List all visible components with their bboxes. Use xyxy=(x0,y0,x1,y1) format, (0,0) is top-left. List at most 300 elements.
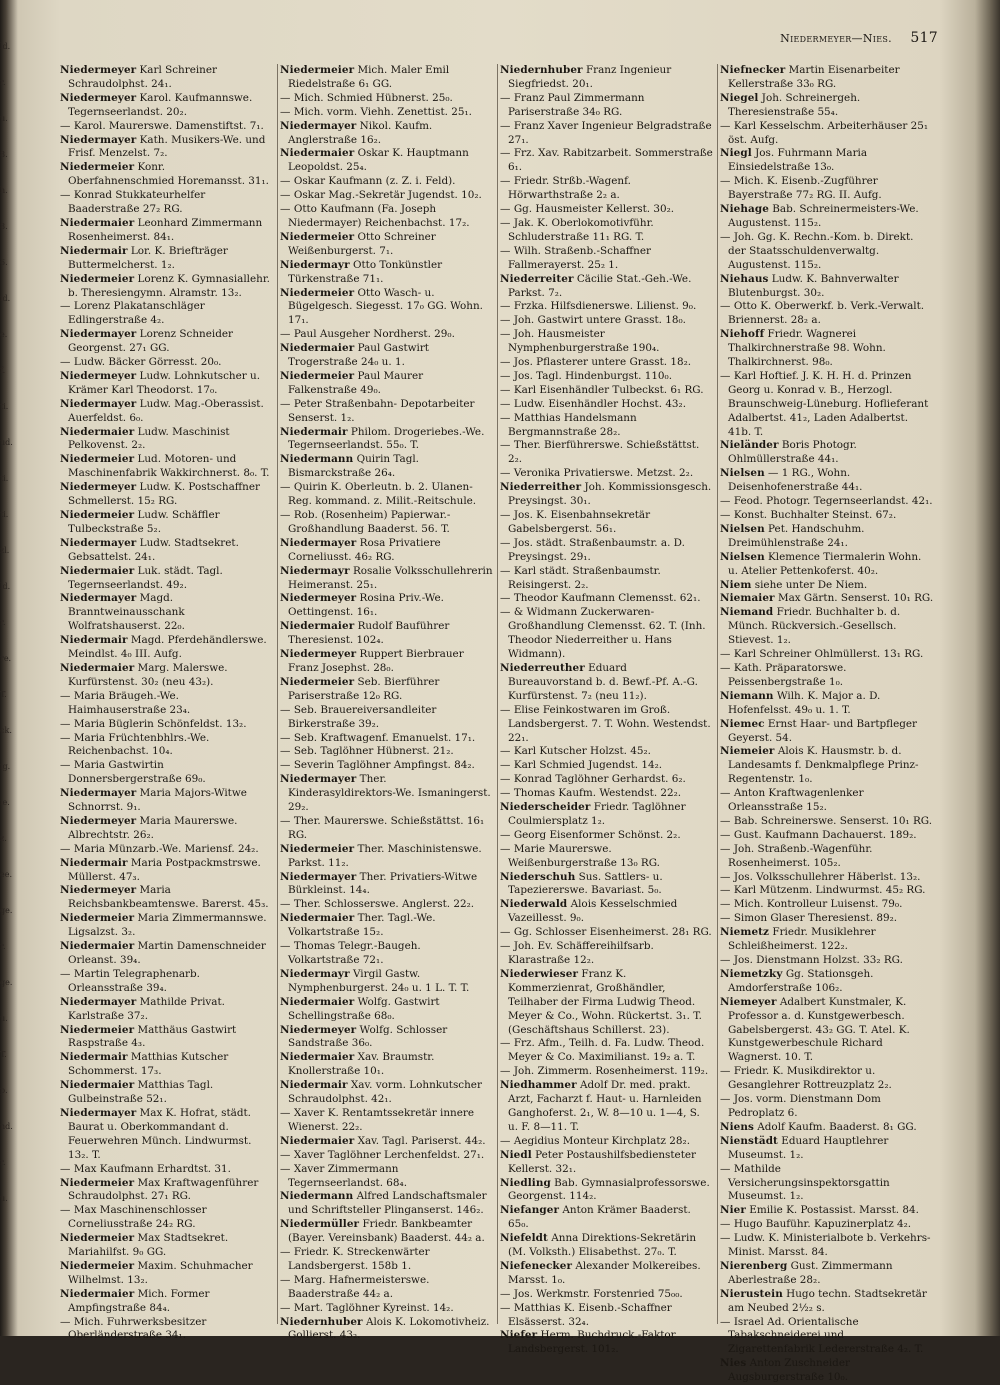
directory-entry xyxy=(500,968,713,1038)
entry-details: Mich. vorm. Viehh. Zenettist. 25₁. xyxy=(293,105,472,118)
directory-entry xyxy=(280,1163,493,1191)
directory-entry xyxy=(60,592,273,634)
entry-details: Maria Gastwirtin Donnersbergerstraße 69₀. xyxy=(68,759,206,786)
margin-fragment: 8. xyxy=(0,222,8,231)
entry-details: Anton Zuschneider Augsburgerstraße 10₀. xyxy=(728,1357,850,1384)
entry-surname: — xyxy=(280,175,291,188)
entry-surname: — xyxy=(720,1218,731,1231)
directory-entry xyxy=(720,968,934,996)
entry-surname: Nielsen xyxy=(720,467,765,480)
entry-details: Ludw. Maschinist Pelkovenst. 2₂. xyxy=(68,425,230,452)
directory-entry xyxy=(500,92,713,120)
entry-surname: — xyxy=(720,842,731,855)
entry-surname: Niedermaier xyxy=(60,216,135,229)
entry-details: Karl Hoftief. J. K. H. H. d. Prinzen Georg u. Konrad v. B., Herzogl. Braunschweig-Lüneburg. Hoflieferant Adalbertst. 41₂, Laden Adalbertst. 41b. T. xyxy=(728,369,929,438)
margin-fragment: 6. xyxy=(0,258,8,267)
entry-surname: — xyxy=(720,495,731,508)
entry-surname: — xyxy=(500,439,511,452)
directory-entry xyxy=(500,300,713,314)
entry-details: Gg. Hausmeister Kellerst. 30₂. xyxy=(513,203,675,216)
directory-entry xyxy=(720,1357,934,1385)
directory-entry xyxy=(720,1065,934,1093)
entry-surname: — xyxy=(500,369,511,382)
entry-surname: — xyxy=(500,842,511,855)
entry-details: Otto Tonkünstler Türkenstraße 71₁. xyxy=(288,258,443,285)
directory-entry xyxy=(60,120,273,134)
entry-surname: Niederscheider xyxy=(500,801,591,814)
entry-details: Marie Maurerswe. Weißenburgerstraße 13₀ RG. xyxy=(508,842,660,869)
directory-entry xyxy=(60,1079,273,1107)
directory-entry xyxy=(280,537,493,565)
entry-surname: Niedermaier xyxy=(280,342,355,355)
entry-details: Adalbert Kunstmaler, K. Professor a. d. Kunstgewerbesch. Gabelsbergerst. 43₂ GG. T. Atel. K. Kunstgewerbeschule Richard Wagnerst. 10. T. xyxy=(728,995,910,1064)
directory-entry xyxy=(60,92,273,120)
directory-entry xyxy=(60,273,273,301)
entry-surname: Niedernhuber xyxy=(500,64,583,76)
directory-entry xyxy=(280,287,493,329)
entry-details: Matthias Kutscher Schommerst. 17₃. xyxy=(68,1051,229,1078)
column-3 xyxy=(498,64,718,1356)
entry-surname: Niedermayer xyxy=(60,133,137,146)
entry-surname: — xyxy=(280,397,291,410)
entry-details: Karol. Kaufmannswe. Tegernseerlandst. 20₂. xyxy=(68,91,253,118)
entry-details: Friedr. Wagnerei Thalkirchnerstraße 98. Wohn. Thalkirchnerst. 98₀. xyxy=(728,328,886,369)
entry-surname: — xyxy=(500,1065,511,1078)
entry-details: Aegidius Monteur Kirchplatz 28₂. xyxy=(513,1134,690,1147)
entry-details: Mich. Schmied Hübnerst. 25₀. xyxy=(293,91,453,104)
directory-entry xyxy=(280,1274,493,1302)
entry-details: Karl Schmied Jugendst. 14₂. xyxy=(513,759,663,772)
entry-details: Matthias Tagl. Gulbeinstraße 52₁. xyxy=(68,1079,214,1106)
entry-details: Xav. vorm. Lohnkutscher Schraudolphst. 42₁. xyxy=(288,1079,482,1106)
entry-details: Jos. Tagl. Hindenburgst. 110₀. xyxy=(513,369,673,382)
directory-entry xyxy=(720,1135,934,1163)
directory-entry xyxy=(60,426,273,454)
entry-surname: Niedermayer xyxy=(280,119,357,132)
directory-entry xyxy=(280,1079,493,1107)
entry-details: Alfred Landschaftsmaler und Schriftsteller Plinganserst. 146₂. xyxy=(288,1190,487,1217)
directory-entry xyxy=(720,439,934,467)
entry-details: Ludw. K. Postschaffner Schmellerst. 15₂ RG. xyxy=(68,481,260,508)
entry-details: Max Maschinenschlosser Corneliusstraße 24₂ RG. xyxy=(68,1204,207,1231)
directory-entry xyxy=(500,370,713,384)
entry-details: Herm. Buchdruck.-Faktor Landsbergerst. 101₂. xyxy=(508,1329,676,1356)
entry-details: Bab. Schreinermeisters-We. Augustenst. 115₂. xyxy=(728,203,919,229)
directory-entry xyxy=(500,481,713,509)
margin-fragment: re. xyxy=(0,654,12,663)
entry-surname: — xyxy=(500,703,511,716)
directory-entry xyxy=(720,648,934,662)
entry-details: Friedr. K. Musikdirektor u. Gesanglehrer Rottreuzplatz 2₂. xyxy=(728,1065,892,1092)
directory-entry xyxy=(280,1302,493,1316)
entry-surname: Niemetzky xyxy=(720,967,783,980)
directory-entry xyxy=(720,328,934,370)
directory-entry xyxy=(60,787,273,815)
margin-fragment: ti. xyxy=(0,510,9,519)
entry-details: Karl Schreiner Ohlmüllerst. 13₁ RG. xyxy=(733,648,924,661)
entry-details: Bab. Schreinerswe. Senserst. 10₁ RG. xyxy=(733,814,933,827)
margin-fragment: ud. xyxy=(0,438,13,447)
directory-entry xyxy=(500,509,713,537)
entry-details: Theodor Kaufmann Clemensst. 62₁. xyxy=(513,592,701,605)
entry-surname: Niefanger xyxy=(500,1204,560,1217)
directory-entry xyxy=(280,106,493,120)
entry-details: Wolfg. Schlosser Sandstraße 36₀. xyxy=(288,1023,448,1050)
entry-details: Klemence Tiermalerin Wohn. u. Atelier Pettenkoferst. 40₂. xyxy=(728,550,922,577)
entry-details: Oskar K. Hauptmann Leopoldst. 25₄. xyxy=(288,147,469,174)
directory-entry xyxy=(280,92,493,106)
directory-entry xyxy=(280,1218,493,1246)
entry-surname: — xyxy=(60,967,71,980)
entry-surname: — xyxy=(280,814,291,827)
directory-entry xyxy=(280,592,493,620)
directory-entry xyxy=(280,231,493,259)
entry-surname: — xyxy=(720,912,731,925)
entry-surname: — xyxy=(60,1204,71,1217)
directory-entry xyxy=(60,453,273,481)
entry-surname: Niedermeyer xyxy=(60,369,137,382)
entry-details: Magd. Branntweinausschank Wolfratshauserst. 22₀. xyxy=(68,592,185,633)
entry-details: Severin Taglöhner Ampfingst. 84₂. xyxy=(293,759,475,772)
entry-details: Otto Kaufmann (Fa. Joseph Niedermayer) Reichenbachst. 17₂. xyxy=(288,203,470,229)
margin-fragment: ck. xyxy=(0,726,12,735)
entry-surname: Niemaier xyxy=(720,592,775,605)
entry-details: Maria Majors-Witwe Schnorrst. 9₁. xyxy=(68,787,247,814)
entry-details: Otto K. Oberwerkf. b. Verk.-Verwalt. Briennerst. 28₂ a. xyxy=(728,300,925,327)
entry-details: Mathilde Versicherungsinspektorsgattin Museumst. 1₂. xyxy=(728,1162,890,1203)
directory-entry xyxy=(60,662,273,690)
directory-entry xyxy=(60,565,273,593)
entry-details: Martin Eisenarbeiter Kellerstraße 33₀ RG. xyxy=(728,64,900,90)
directory-entry xyxy=(500,175,713,203)
directory-entry xyxy=(720,92,934,120)
entry-surname: Niehaus xyxy=(720,272,769,285)
entry-details: Jos. vorm. Dienstmann Dom Pedroplatz 6. xyxy=(728,1093,881,1119)
directory-entry xyxy=(280,147,493,175)
entry-details: Oskar Mag.-Sekretär Jugendst. 10₂. xyxy=(293,189,482,202)
entry-details: Lorenz K. Gymnasiallehr. b. Theresiengymn. Alramstr. 13₂. xyxy=(68,272,270,299)
entry-surname: Niedermeier xyxy=(280,230,355,243)
entry-details: Franz Xaver Ingenieur Belgradstraße 27₁. xyxy=(508,119,712,146)
entry-details: Friedr. Musiklehrer Schleißheimerst. 122₂. xyxy=(728,926,876,953)
entry-details: Seb. Kraftwagenf. Emanuelst. 17₁. xyxy=(293,731,476,744)
entry-surname: — xyxy=(280,1273,291,1286)
directory-entry xyxy=(720,912,934,926)
directory-entry xyxy=(60,245,273,273)
entry-surname: Niedermeier xyxy=(60,453,135,466)
entry-details: Quirin Tagl. Bismarckstraße 26₄. xyxy=(288,453,419,480)
entry-surname: — xyxy=(280,745,291,758)
entry-details: Martin Telegraphenarb. Orleansstraße 39₄. xyxy=(68,967,200,994)
entry-surname: Niedermeier xyxy=(280,286,355,299)
entry-details: Thomas Telegr.-Baugeh. Volkartstraße 72₁. xyxy=(288,940,421,966)
directory-entry xyxy=(720,690,934,718)
entry-surname: Nies xyxy=(720,1357,747,1370)
entry-surname: Niedermeier xyxy=(280,369,355,382)
directory-entry xyxy=(280,426,493,454)
entry-details: Boris Photogr. Ohlmüllerstraße 44₁. xyxy=(728,439,857,466)
directory-entry xyxy=(720,300,934,328)
entry-details: Georg Eisenformer Schönst. 2₂. xyxy=(513,828,681,841)
margin-fragment: r. xyxy=(0,942,6,951)
entry-surname: Niefeldt xyxy=(500,1232,548,1245)
entry-surname: Nier xyxy=(720,1204,746,1217)
entry-surname: Niedermaier xyxy=(60,661,135,674)
directory-entry xyxy=(280,773,493,815)
entry-surname: Niedermayer xyxy=(60,1106,137,1119)
entry-details: Joh. Schreinergeh. Theresienstraße 55₄. xyxy=(728,91,861,118)
entry-surname: — xyxy=(500,759,511,772)
entry-details: Israel Ad. Orientalische Tabakschneiderei und Zigarettenfabrik Ledererstraße 4₂. T. xyxy=(728,1315,924,1356)
entry-details: Anton Krämer Baaderst. 65₀. xyxy=(508,1204,691,1231)
entry-details: Ludw. K. Bahnverwalter Blutenburgst. 30₂. xyxy=(728,272,899,299)
entry-surname: — xyxy=(60,356,71,369)
entry-surname: — & Widmann xyxy=(500,606,578,619)
margin-fragment: ig. xyxy=(0,762,11,771)
directory-entry xyxy=(60,759,273,787)
margin-fragment: ld. xyxy=(0,42,11,51)
entry-details: Max Kraftwagenführer Schraudolphst. 27₁ RG. xyxy=(68,1176,259,1203)
directory-entry xyxy=(500,64,713,92)
entry-details: Elise Feinkostwaren im Groß. Landsbergerst. 7. T. Wohn. Westendst. 22₁. xyxy=(508,703,711,744)
entry-surname: — xyxy=(720,814,731,827)
entry-surname: — xyxy=(500,1301,511,1314)
directory-entry xyxy=(60,398,273,426)
entry-surname: — xyxy=(280,940,291,953)
entry-details: Wolfg. Gastwirt Schellingstraße 68₀. xyxy=(288,995,440,1022)
directory-entry xyxy=(280,912,493,940)
entry-details: Seb. Bierführer Pariserstraße 12₀ RG. xyxy=(288,675,440,702)
directory-entry xyxy=(720,273,934,301)
directory-entry xyxy=(500,829,713,843)
margin-fragment: T. xyxy=(0,690,7,699)
entry-details: Konrad Stukkateurhelfer Baaderstraße 27₂ RG. xyxy=(68,189,206,216)
margin-fragment: ge. xyxy=(0,906,13,915)
entry-details: Gg. Schlosser Eisenheimerst. 28₁ RG. xyxy=(513,926,712,939)
entry-details: Jos. K. Eisenbahnsekretär Gabelsbergerst. 56₁. xyxy=(508,509,651,535)
entry-details: Ludw. Eisenhändler Hochst. 43₂. xyxy=(513,397,687,410)
entry-surname: Nielsen xyxy=(720,522,765,535)
directory-entry xyxy=(280,64,493,92)
entry-details: Mathilde Privat. Karlstraße 37₂. xyxy=(68,995,225,1022)
directory-entry xyxy=(720,495,934,509)
entry-surname: Niedermaier xyxy=(60,425,135,438)
directory-entry xyxy=(280,175,493,189)
entry-details: Friedr. Bankbeamter (Bayer. Vereinsbank) Baaderst. 44₂ a. xyxy=(288,1218,485,1245)
directory-entry xyxy=(500,662,713,704)
directory-entry xyxy=(280,843,493,871)
entry-details: Ludw. Mag.-Oberassist. Auerfeldst. 6₀. xyxy=(68,397,264,424)
margin-fragment: T. xyxy=(0,1050,7,1059)
directory-entry xyxy=(60,634,273,662)
entry-details: Eduard Bureauvorstand b. d. Bewf.-Pf. A.-G. Kurfürstenst. 7₂ (neu 11₂). xyxy=(508,661,698,702)
entry-surname: Niedermeyer xyxy=(280,1023,357,1036)
margin-fragment: zl. xyxy=(0,546,10,555)
directory-entry xyxy=(500,1302,713,1330)
entry-surname: Nierenberg xyxy=(720,1259,788,1272)
entry-surname: — xyxy=(500,509,511,521)
entry-surname: Niedermaier xyxy=(280,995,355,1008)
entry-surname: — xyxy=(280,189,291,202)
directory-entry xyxy=(60,1204,273,1232)
entry-details: Alexander Molkereibes. Marsst. 1₀. xyxy=(508,1259,701,1286)
directory-entry xyxy=(720,551,934,579)
directory-entry xyxy=(720,954,934,968)
entry-surname: Niedermayr xyxy=(280,258,350,271)
column-1 xyxy=(58,64,278,1342)
entry-details: Peter Straßenbahn- Depotarbeiter Senserst. 1₂. xyxy=(288,397,475,424)
directory-entry xyxy=(720,829,934,843)
entry-surname: Niedermüller xyxy=(280,1218,360,1231)
directory-entry xyxy=(280,996,493,1024)
entry-surname: — xyxy=(280,1106,291,1119)
directory-entry xyxy=(720,898,934,912)
entry-details: Frz. Xav. Rabitzarbeit. Sommerstraße 6₁. xyxy=(508,147,713,174)
directory-entry xyxy=(60,189,273,217)
entry-surname: — xyxy=(720,230,731,243)
entry-surname: Niedermayer xyxy=(60,592,137,605)
directory-entry xyxy=(60,537,273,565)
entry-surname: — xyxy=(500,216,511,229)
entry-details: Philom. Drogeriebes.-We. Tegernseerlandst. 55₀. T. xyxy=(288,425,485,452)
margin-fragment: ld. xyxy=(0,582,11,591)
entry-surname: — xyxy=(280,898,291,911)
entry-details: Mich. Kontrolleur Luisenst. 79₀. xyxy=(733,898,903,911)
entry-surname: Niehage xyxy=(720,203,769,216)
entry-details: Pet. Handschuhm. Dreimühlenstraße 24₁. xyxy=(728,522,865,549)
entry-surname: Niedermair xyxy=(60,1051,128,1064)
entry-surname: Niedermeyer xyxy=(280,592,357,605)
entry-surname: Niedermeier xyxy=(60,272,135,285)
entry-details: Jos. Fuhrmann Maria Einsiedelstraße 13₀. xyxy=(728,147,868,174)
entry-details: Mich. Fuhrwerksbesitzer Oberländerstraße 34₁. xyxy=(68,1315,207,1342)
entry-surname: — xyxy=(720,119,731,132)
entry-details: Rosina Priv.-We. Oettingenst. 16₁. xyxy=(288,592,444,619)
entry-details: Alois Kesselschmied Vazeillesst. 9₀. xyxy=(508,898,678,925)
entry-surname: Niedermaier xyxy=(60,564,135,577)
directory-entry xyxy=(500,356,713,370)
entry-surname: — xyxy=(720,1093,731,1106)
directory-entry xyxy=(720,843,934,871)
directory-entry xyxy=(720,884,934,898)
directory-entry xyxy=(60,134,273,162)
directory-entry xyxy=(60,968,273,996)
entry-surname: — xyxy=(280,105,291,118)
directory-entry xyxy=(500,147,713,175)
entry-surname: — xyxy=(500,383,511,396)
entry-surname: Niemeyer xyxy=(720,995,777,1008)
directory-entry xyxy=(720,1121,934,1135)
page-header xyxy=(780,30,938,46)
entry-details: Jos. Volksschullehrer Häberlst. 13₂. xyxy=(733,870,921,883)
directory-entry xyxy=(500,1329,713,1357)
entry-details: Rob. (Rosenheim) Papierwar.-Großhandlung Baaderst. 56. T. xyxy=(288,509,451,535)
entry-details: Konst. Buchhalter Steinst. 67₂. xyxy=(733,509,897,521)
entry-details: Jos. städt. Straßenbaumstr. a. D. Preysingst. 29₁. xyxy=(508,536,685,563)
directory-entry xyxy=(500,273,713,301)
entry-surname: — xyxy=(500,1287,511,1300)
directory-entry xyxy=(720,231,934,273)
entry-surname: — xyxy=(280,1301,291,1314)
entry-details: Karl Kesselschm. Arbeiterhäuser 25₁ öst. Aufg. xyxy=(728,119,929,146)
entry-details: Paul Gastwirt Trogerstraße 24₀ u. 1. xyxy=(288,342,429,369)
margin-fragment: r. xyxy=(0,78,6,87)
directory-entry xyxy=(60,940,273,968)
directory-entry xyxy=(500,926,713,940)
entry-surname: Niedermair xyxy=(280,425,348,438)
entry-details: Mich. K. Eisenb.-Zugführer Bayerstraße 77₂ RG. II. Aufg. xyxy=(728,175,882,202)
entry-details: Maria Postpackmstrswe. Müllerst. 47₃. xyxy=(68,856,261,883)
entry-surname: Niedermair xyxy=(60,856,128,869)
entry-surname: — xyxy=(60,689,71,702)
directory-entry xyxy=(60,815,273,843)
directory-entry xyxy=(500,1135,713,1149)
directory-entry xyxy=(720,467,934,495)
entry-details: Xav. Braumstr. Knollerstraße 10₁. xyxy=(288,1051,435,1078)
margin-fragment: u. xyxy=(0,114,8,123)
directory-entry xyxy=(500,704,713,746)
directory-entry xyxy=(500,412,713,440)
directory-entry xyxy=(60,843,273,857)
directory-entry xyxy=(500,1260,713,1288)
directory-entry xyxy=(280,1107,493,1135)
entry-surname: Niedermeier xyxy=(280,675,355,688)
directory-entry xyxy=(60,732,273,760)
directory-columns xyxy=(58,64,938,1384)
directory-entry xyxy=(500,1037,713,1065)
directory-entry xyxy=(720,745,934,787)
entry-surname: Niedermeyer xyxy=(60,884,137,897)
entry-details: Jos. Werkmstr. Forstenried 75₀₀. xyxy=(513,1287,683,1300)
entry-surname: Niedermaier xyxy=(280,620,355,633)
entry-surname: — xyxy=(500,300,511,313)
directory-entry xyxy=(720,203,934,231)
entry-details: Simon Glaser Theresienst. 89₂. xyxy=(733,912,898,925)
directory-entry xyxy=(500,1232,713,1260)
directory-entry xyxy=(500,759,713,773)
entry-surname: — xyxy=(500,397,511,410)
directory-entry xyxy=(60,912,273,940)
directory-entry xyxy=(60,300,273,328)
entry-details: Ther. Maurerswe. Schießstättst. 16₁ RG. xyxy=(288,814,485,841)
entry-details: Otto Wasch- u. Bügelgesch. Siegesst. 17₀ GG. Wohn. 17₁. xyxy=(288,286,483,327)
directory-entry xyxy=(60,64,273,92)
entry-surname: — xyxy=(720,648,731,661)
directory-entry xyxy=(500,1288,713,1302)
directory-entry xyxy=(280,1149,493,1163)
entry-surname: Niefnecker xyxy=(720,64,786,76)
entry-surname: Niederwieser xyxy=(500,967,579,980)
directory-entry xyxy=(720,718,934,746)
directory-entry xyxy=(60,1260,273,1288)
entry-details: Eduard Hauptlehrer Museumst. 1₂. xyxy=(728,1134,889,1161)
entry-details: Emilie K. Postassist. Marsst. 84. xyxy=(749,1204,919,1217)
entry-details: Maria Bräugeh.-We. Haimhauserstraße 23₄. xyxy=(68,689,191,716)
directory-entry xyxy=(500,120,713,148)
entry-surname: — xyxy=(720,300,731,313)
entry-surname: Niedermayer xyxy=(280,773,357,786)
entry-surname: Niedermann xyxy=(280,1190,354,1203)
directory-entry xyxy=(60,370,273,398)
directory-entry xyxy=(280,1316,493,1344)
entry-surname: Niederschuh xyxy=(500,870,576,883)
entry-details: Mich. Maler Emil Riedelstraße 6₁ GG. xyxy=(288,64,450,90)
entry-surname: Niemand xyxy=(720,606,774,619)
entry-surname: — xyxy=(60,717,71,730)
directory-entry xyxy=(720,1316,934,1358)
entry-details: Kath. Präparatorswe. Peissenbergstraße 1₀. xyxy=(728,661,847,688)
entry-surname: — xyxy=(60,189,71,202)
